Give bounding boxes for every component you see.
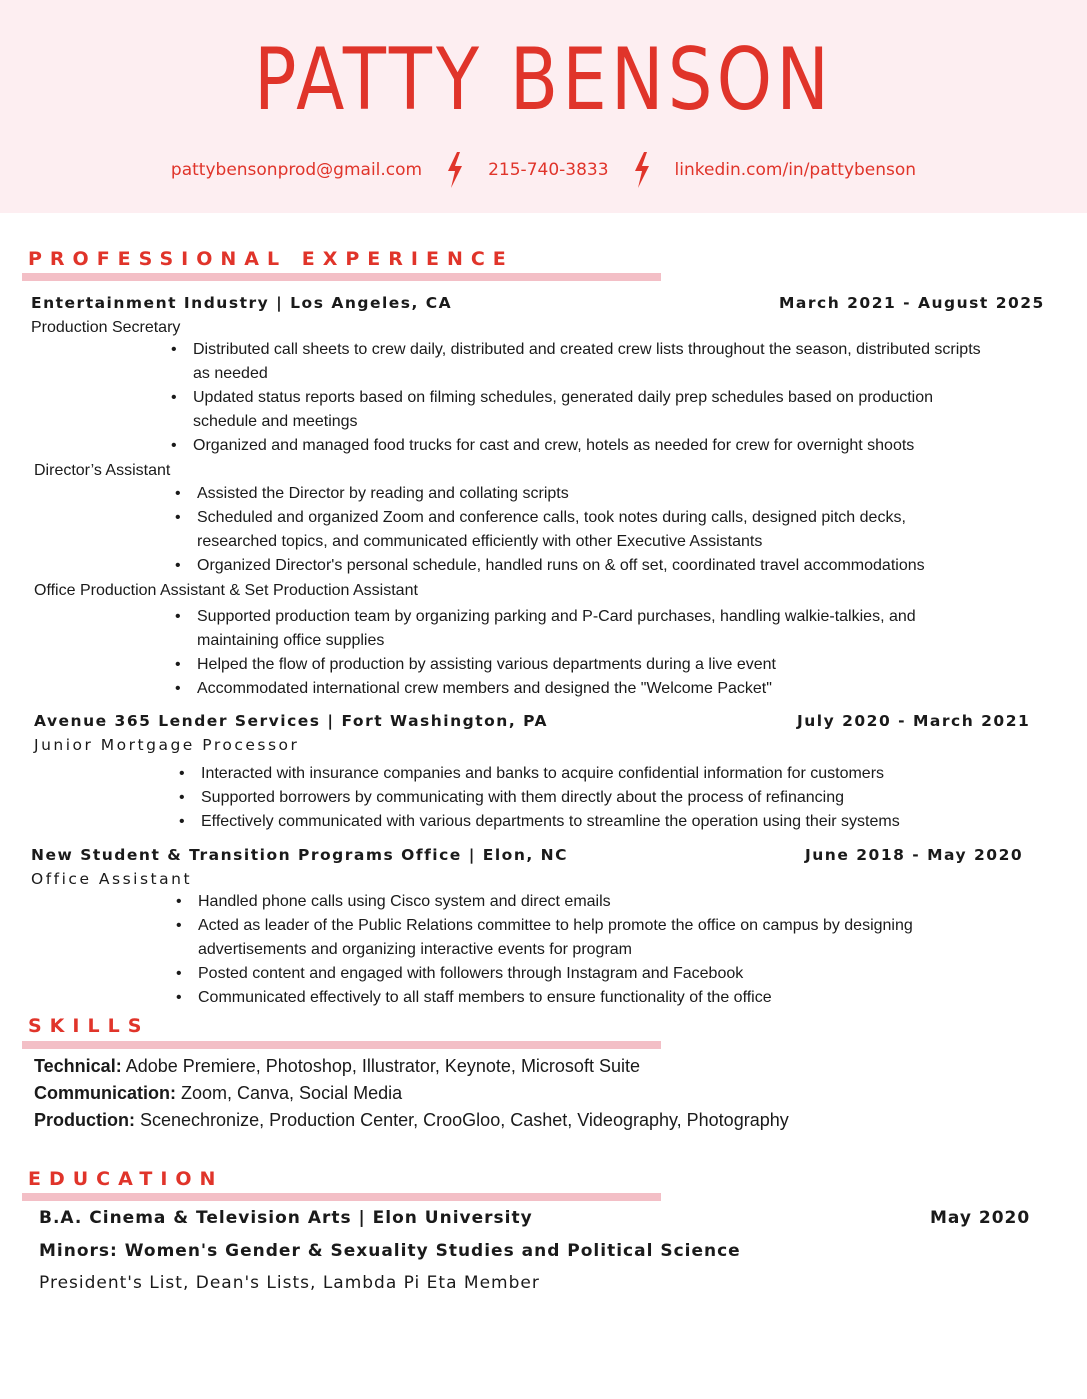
graduation-date: May 2020 [930, 1208, 1031, 1228]
list-item: • Handled phone calls using Cisco system and direct emails [176, 890, 976, 914]
contact-line [0, 152, 1087, 188]
list-item: • Helped the flow of production by assisting various departments during a live event [175, 653, 975, 677]
bullet-list [175, 605, 975, 701]
job-heading: Entertainment Industry | Los Angeles, CA [31, 294, 453, 312]
bullet-list [175, 482, 975, 578]
linkedin-link[interactable]: linkedin.com/in/pattybenson [674, 160, 917, 180]
role-title: Office Production Assistant & Set Production Assistant [34, 582, 418, 599]
skills-section-title: SKILLS [28, 1015, 150, 1037]
list-item: • Updated status reports based on filming schedules, generated daily prep schedules based on production schedule and meetings [171, 386, 991, 434]
skill-label: Technical: [34, 1056, 122, 1076]
role-title: Director’s Assistant [34, 462, 171, 479]
education-section-title: EDUCATION [28, 1168, 224, 1190]
skill-line [34, 1083, 402, 1104]
skill-value: Zoom, Canva, Social Media [176, 1083, 403, 1103]
list-item: • Organized Director's personal schedule, handled runs on & off set, coordinated travel accommodations [175, 554, 975, 578]
section-divider [22, 1041, 661, 1049]
list-item: • Scheduled and organized Zoom and conference calls, took notes during calls, designed pitch decks, researched topics, and communicated efficiently with other Executive Assistants [175, 506, 975, 554]
skill-label: Communication: [34, 1083, 176, 1103]
role-title: Production Secretary [31, 319, 181, 336]
role-title: Office Assistant [31, 870, 193, 888]
list-item: • Interacted with insurance companies and banks to acquire confidential information for customers [179, 762, 979, 786]
skill-value: Adobe Premiere, Photoshop, Illustrator, Keynote, Microsoft Suite [121, 1056, 640, 1076]
bullet-list [171, 338, 991, 458]
degree: B.A. Cinema & Television Arts | Elon University [39, 1208, 533, 1228]
skill-line [34, 1056, 640, 1077]
section-divider [22, 273, 661, 281]
lightning-bolt-icon [631, 152, 653, 188]
minors: Minors: Women's Gender & Sexuality Studies and Political Science [39, 1241, 741, 1261]
bullet-list [179, 762, 979, 834]
role-title: Junior Mortgage Processor [34, 736, 300, 754]
list-item: • Posted content and engaged with followers through Instagram and Facebook [176, 962, 976, 986]
lightning-bolt-icon [444, 152, 466, 188]
honors: President's List, Dean's Lists, Lambda Pi Eta Member [39, 1273, 540, 1293]
candidate-name: PATTY BENSON [253, 30, 834, 130]
job-dates: July 2020 - March 2021 [797, 712, 1031, 730]
job-dates: June 2018 - May 2020 [805, 846, 1024, 864]
list-item: • Distributed call sheets to crew daily, distributed and created crew lists throughout the season, distributed scripts as needed [171, 338, 991, 386]
list-item: • Acted as leader of the Public Relations committee to help promote the office on campus by designing advertisements and organizing interactive events for program [176, 914, 976, 962]
list-item: • Organized and managed food trucks for cast and crew, hotels as needed for crew for overnight shoots [171, 434, 991, 458]
job-heading: New Student & Transition Programs Office | Elon, NC [31, 846, 568, 864]
experience-section-title: PROFESSIONAL EXPERIENCE [28, 248, 514, 270]
skill-value: Scenechronize, Production Center, CrooGloo, Cashet, Videography, Photography [135, 1110, 789, 1130]
skill-line [34, 1110, 789, 1131]
list-item: • Assisted the Director by reading and collating scripts [175, 482, 975, 506]
skill-label: Production: [34, 1110, 135, 1130]
list-item: • Supported production team by organizing parking and P-Card purchases, handling walkie-talkies, and maintaining office supplies [175, 605, 975, 653]
list-item: • Accommodated international crew members and designed the "Welcome Packet" [175, 677, 975, 701]
phone-number[interactable]: 215-740-3833 [488, 160, 609, 180]
bullet-list [176, 890, 976, 1010]
list-item: • Communicated effectively to all staff members to ensure functionality of the office [176, 986, 976, 1010]
section-divider [22, 1193, 661, 1201]
list-item: • Effectively communicated with various departments to streamline the operation using their systems [179, 810, 979, 834]
email-link[interactable]: pattybensonprod@gmail.com [170, 160, 423, 180]
list-item: • Supported borrowers by communicating with them directly about the process of refinancing [179, 786, 979, 810]
job-heading: Avenue 365 Lender Services | Fort Washington, PA [34, 712, 549, 730]
job-dates: March 2021 - August 2025 [779, 294, 1045, 312]
resume-header [0, 0, 1087, 213]
